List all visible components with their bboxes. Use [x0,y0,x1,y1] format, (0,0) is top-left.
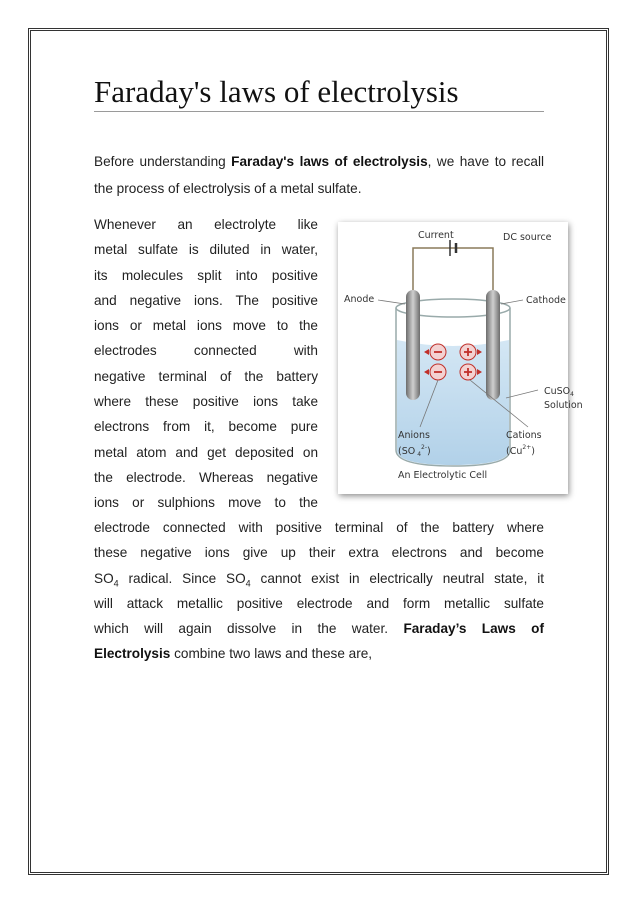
pointer-line [501,300,523,304]
subscript: 4 [245,578,251,589]
figure-caption: An Electrolytic Cell [398,470,488,481]
body-line: its molecules split into positive [94,267,318,283]
electrolytic-cell-diagram [338,222,583,494]
body-line [94,616,544,641]
body-line: electrode connected with positive terminal of the battery where [94,520,544,535]
cations-formula: $(Cu^{2+})$ [506,444,535,457]
body-text: radical. Since SO [118,570,246,586]
bold-term: Faraday’s Laws of [403,621,545,637]
body-line: Whenever an electrolyte like [94,217,318,232]
so4-text: SO [94,570,114,586]
body-line: ions or sulphions move to the [94,495,318,511]
body-line: electrons from it, become pure [94,419,318,435]
anode-rod [406,290,420,400]
anions-formula: (SO $_4^{2-}$) [398,444,431,458]
body-text: cannot exist in electrically neutral state, it [250,570,544,586]
bold-term: Electrolysis [94,646,171,662]
body-line: and negative ions. The positive [94,292,318,308]
anions-label: Anions [398,430,430,441]
intro-bold-term: Faraday's laws of electrolysis [231,154,428,169]
body-line: the electrode. Whereas negative [94,469,318,485]
electrolytic-cell-figure [338,222,583,494]
body-paragraph-left [94,212,318,516]
body-line: where these positive ions take [94,394,318,410]
subscript: 4 [113,578,119,589]
body-line [94,566,544,591]
pointer-line [378,300,405,304]
body-text: which will again dissolve in the water. [94,621,404,637]
cathode-rod [486,290,500,400]
intro-paragraph [94,148,544,202]
body-line: these negative ions give up their extra electrons and become [94,545,544,561]
body-line [94,641,544,666]
cathode-label: Cathode [526,295,566,306]
intro-text-after: , we have to recall the process of electrolysis of a metal sulfate. [94,154,544,196]
pointer-line [506,390,538,398]
dc-source-label: DC source [503,232,552,243]
body-line: metal sulfate is diluted in water, [94,242,318,258]
body-line: will attack metallic positive electrode and form metallic sulfate [94,595,544,611]
title-underline [94,111,544,112]
solution-label-line2: Solution [544,400,583,411]
current-label: Current [418,230,454,241]
body-line: ions or metal ions move to the [94,318,318,334]
circuit-wire [413,248,493,292]
body-line: electrodes connected with [94,343,318,359]
page-title: Faraday's laws of electrolysis [94,74,459,109]
solution-label: CuSO$_4$ [544,386,574,398]
body-line: metal atom and get deposited on [94,444,318,460]
body-paragraph-continued [94,515,544,667]
body-line: negative terminal of the battery [94,368,318,384]
cations-label: Cations [506,430,542,441]
body-text: combine two laws and these are, [170,646,373,662]
intro-text-before: Before understanding [94,154,232,169]
anode-label: Anode [344,294,375,305]
